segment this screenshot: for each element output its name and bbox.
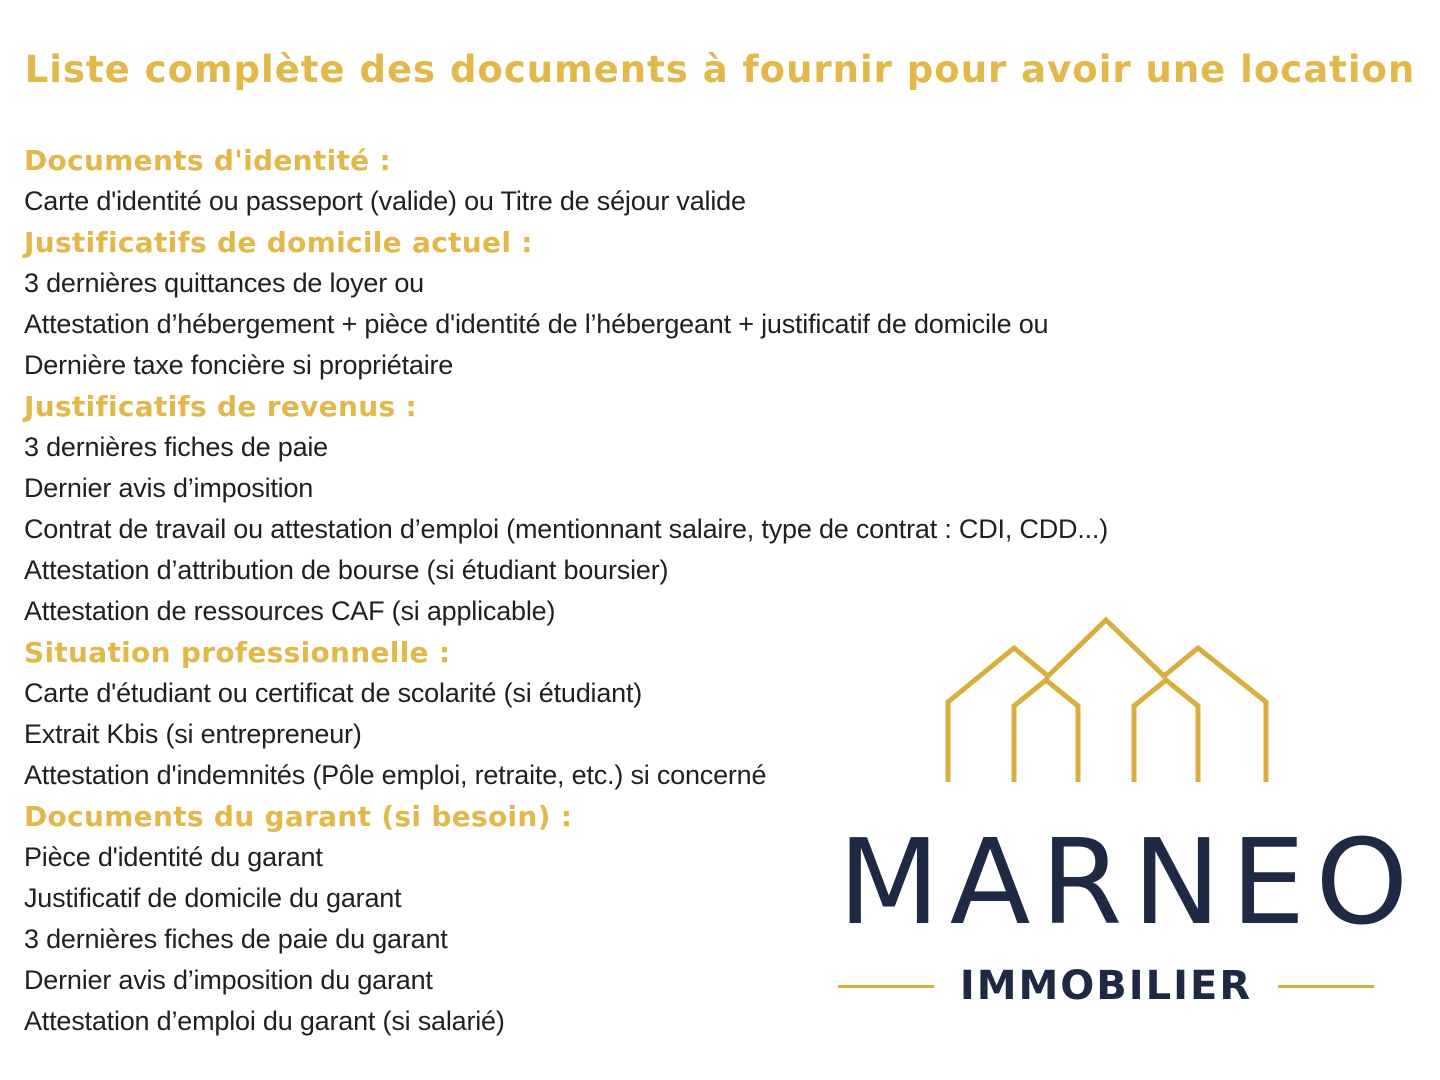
list-item: Carte d'identité ou passeport (valide) ou Titre de séjour valide: [24, 186, 746, 216]
list-item: Dernier avis d’imposition: [24, 473, 314, 503]
list-item: Pièce d'identité du garant: [24, 842, 323, 872]
list-item: 3 dernières fiches de paie: [24, 432, 328, 462]
list-item: Attestation d'indemnités (Pôle emploi, retraite, etc.) si concerné: [24, 760, 767, 790]
section-heading: Justificatifs de domicile actuel :: [24, 226, 533, 259]
tagline-divider-right: [1278, 985, 1374, 988]
list-item: Attestation d’attribution de bourse (si étudiant boursier): [24, 555, 669, 585]
section-heading: Situation professionnelle :: [24, 636, 451, 669]
list-item: Extrait Kbis (si entrepreneur): [24, 719, 362, 749]
list-item: Contrat de travail ou attestation d’emploi (mentionnant salaire, type de contrat : CDI, CDD...): [24, 514, 1109, 544]
section-heading: Documents du garant (si besoin) :: [24, 800, 573, 833]
page-title: Liste complète des documents à fournir pour avoir une location: [24, 48, 1416, 91]
list-item: Carte d'étudiant ou certificat de scolarité (si étudiant): [24, 678, 643, 708]
list-item: Dernière taxe foncière si propriétaire: [24, 350, 454, 380]
section-domicile: [24, 222, 1204, 386]
section-identity: [24, 140, 1204, 222]
list-item: Attestation d’emploi du garant (si salarié): [24, 1006, 505, 1036]
list-item: 3 dernières quittances de loyer ou: [24, 268, 424, 298]
section-heading: Justificatifs de revenus :: [24, 390, 417, 423]
list-item: Justificatif de domicile du garant: [24, 883, 402, 913]
section-revenus: [24, 386, 1204, 632]
tagline-divider-left: [838, 985, 934, 988]
brand-wordmark: MARNEO: [838, 813, 1419, 951]
brand-tagline-row: [838, 958, 1374, 1014]
list-item: Attestation d’hébergement + pièce d'identité de l’hébergeant + justificatif de domicile ou: [24, 309, 1049, 339]
list-item: Dernier avis d’imposition du garant: [24, 965, 433, 995]
brand-tagline: IMMOBILIER: [959, 963, 1253, 1009]
list-item: 3 dernières fiches de paie du garant: [24, 924, 448, 954]
section-heading: Documents d'identité :: [24, 144, 391, 177]
list-item: Attestation de ressources CAF (si applicable): [24, 596, 556, 626]
